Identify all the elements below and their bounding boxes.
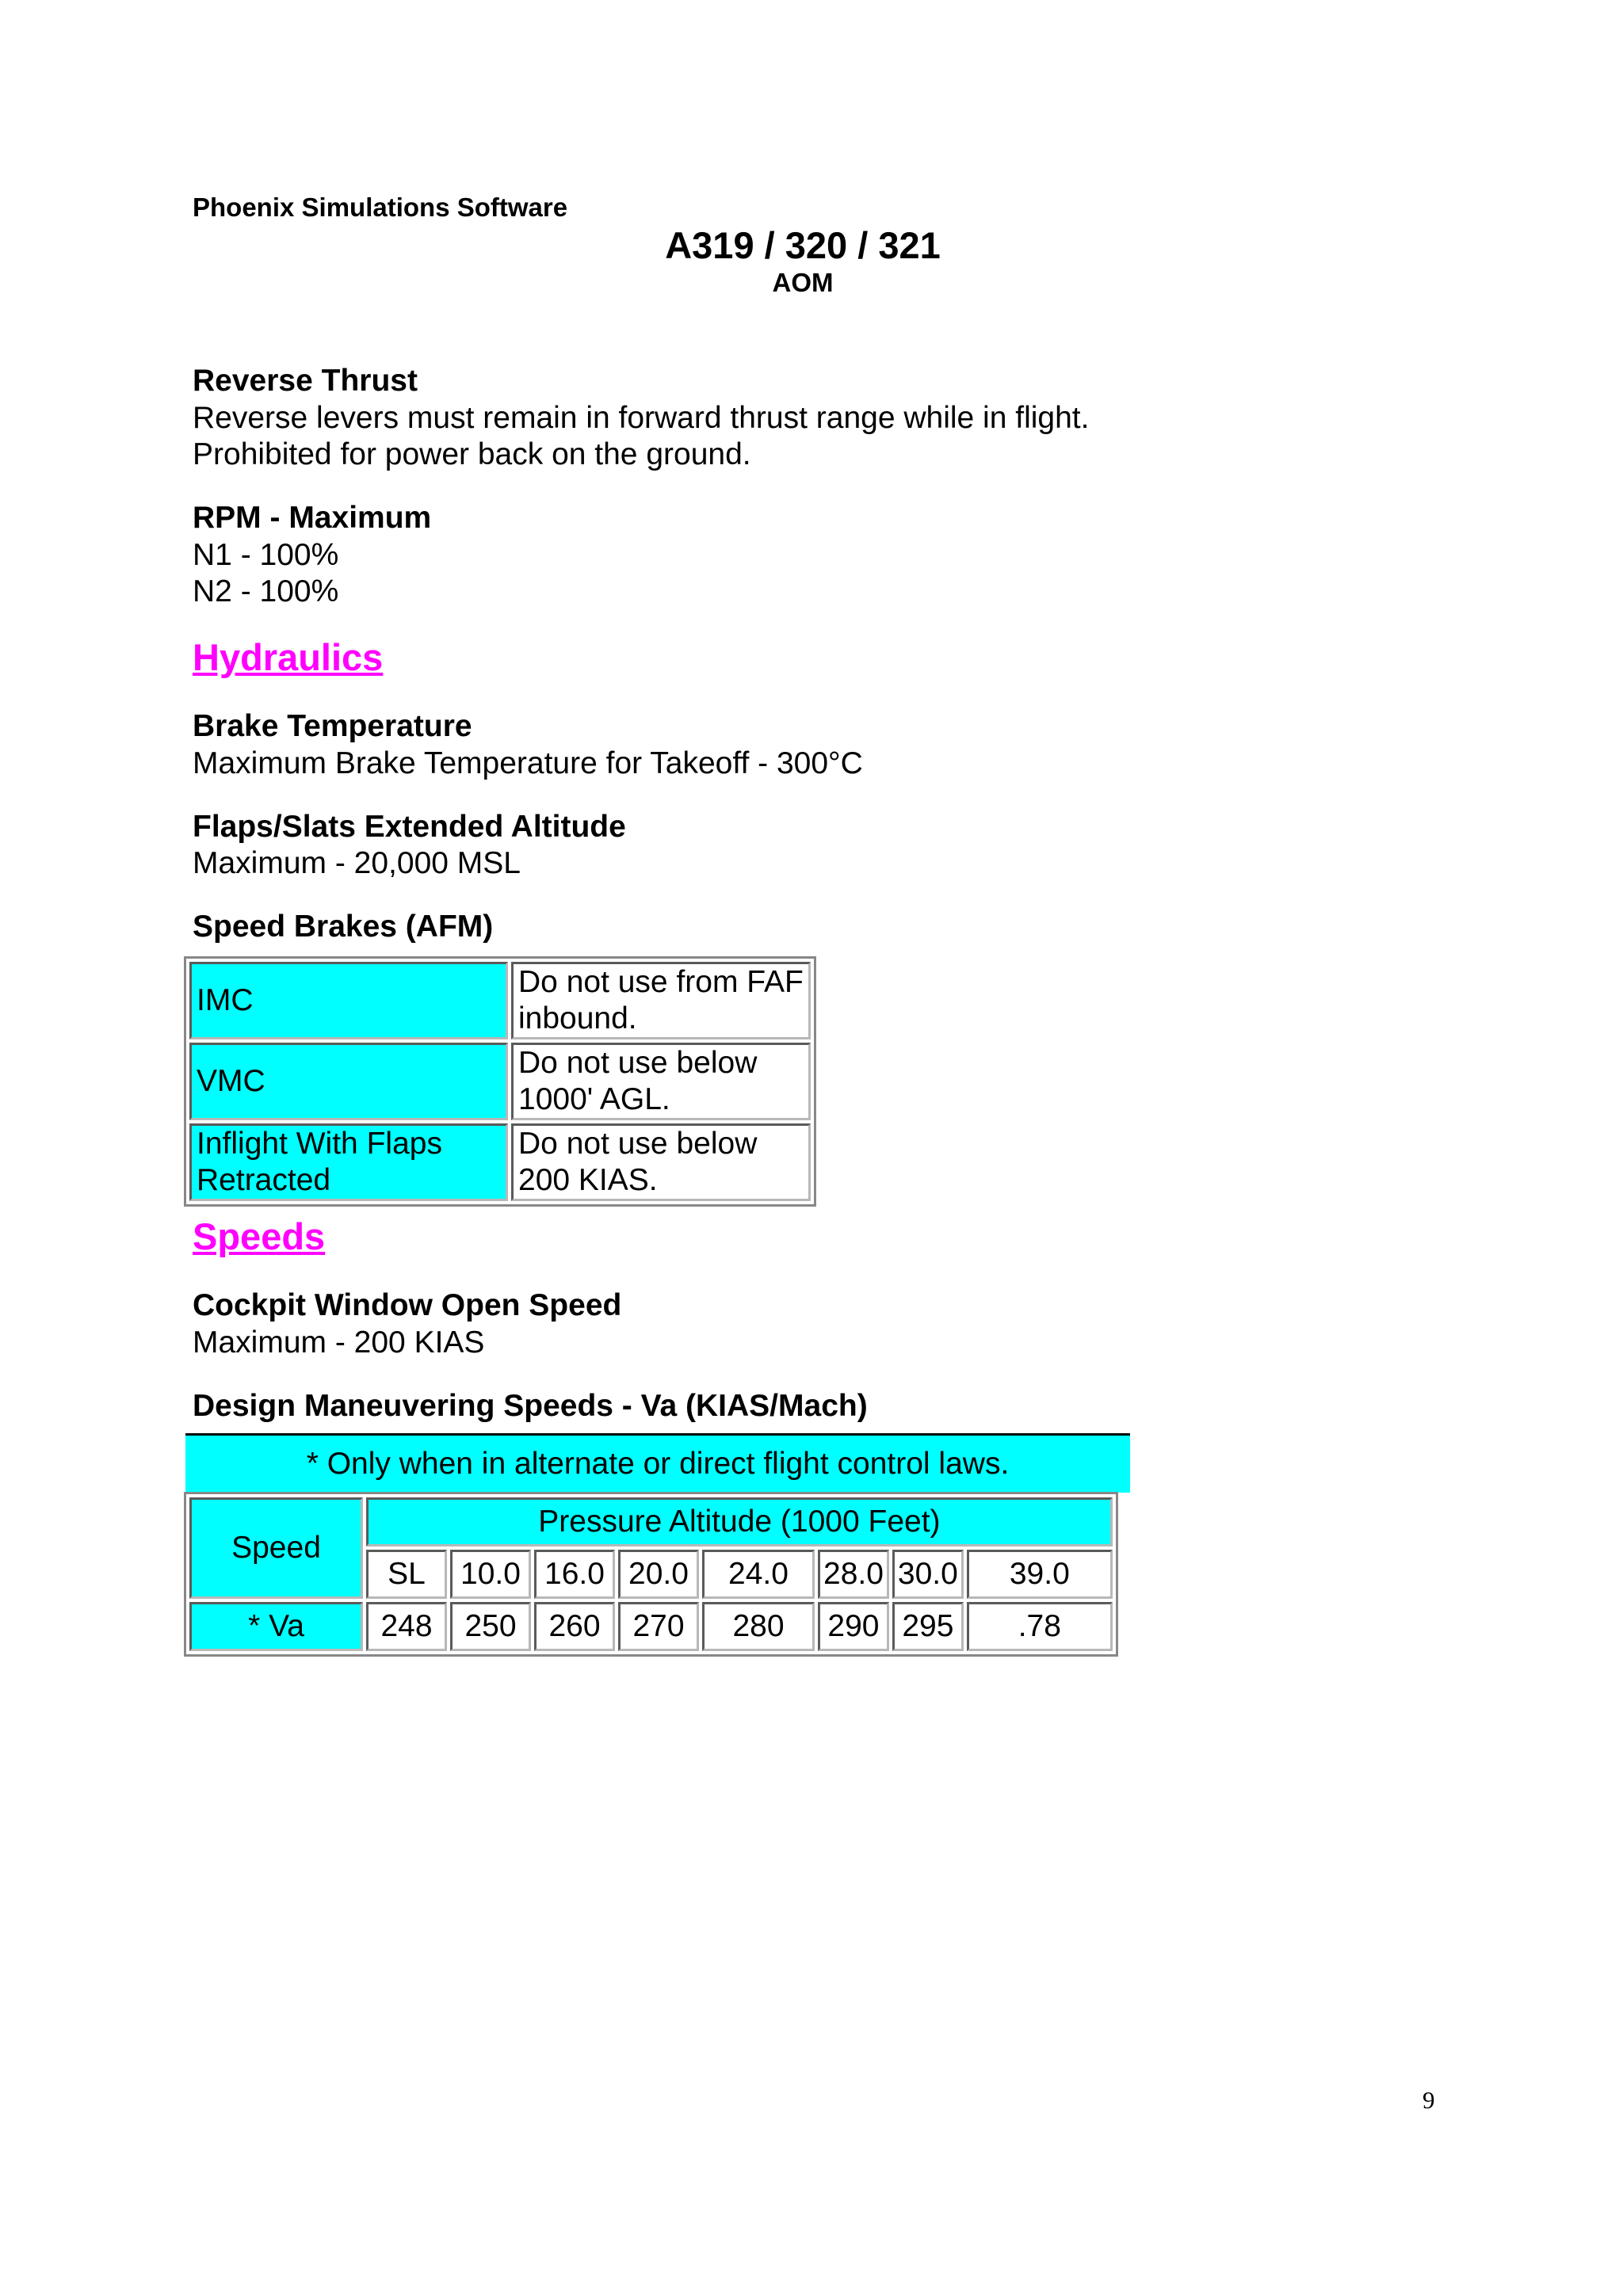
value-cell: 260 — [534, 1602, 615, 1651]
altitude-cell: 24.0 — [702, 1550, 815, 1599]
table-cell: Do not use below 1000' AGL. — [511, 1043, 811, 1120]
rpm-heading: RPM - Maximum — [193, 501, 432, 535]
table-row — [189, 1497, 1113, 1547]
page-number: 9 — [1423, 2086, 1435, 2114]
value-cell: .78 — [967, 1602, 1113, 1651]
value-cell: 280 — [702, 1602, 815, 1651]
cell-line: Retracted — [197, 1163, 331, 1197]
value-cell: 290 — [818, 1602, 889, 1651]
table-row — [189, 1123, 811, 1201]
table-cell — [189, 1123, 508, 1201]
table-row — [189, 1602, 1113, 1651]
altitude-header: Pressure Altitude (1000 Feet) — [366, 1497, 1113, 1547]
table-row — [189, 962, 811, 1039]
table-cell: Do not use below 200 KIAS. — [511, 1123, 811, 1201]
value-cell: 295 — [892, 1602, 964, 1651]
speed-header: Speed — [189, 1497, 363, 1599]
flaps-heading: Flaps/Slats Extended Altitude — [193, 810, 626, 844]
table-cell: VMC — [189, 1043, 508, 1120]
brake-temperature-text: Maximum Brake Temperature for Takeoff - 300°C — [193, 746, 863, 780]
cell-line: Inflight With Flaps — [197, 1127, 442, 1161]
speed-brakes-table — [184, 956, 816, 1207]
section-speeds[interactable]: Speeds — [193, 1215, 326, 1257]
altitude-cell: 39.0 — [967, 1550, 1113, 1599]
rpm-n1: N1 - 100% — [193, 538, 339, 572]
va-table — [184, 1492, 1118, 1657]
altitude-cell: SL — [366, 1550, 447, 1599]
altitude-cell: 10.0 — [450, 1550, 531, 1599]
company-name: Phoenix Simulations Software — [193, 193, 568, 222]
va-note: * Only when in alternate or direct flight control laws. — [185, 1433, 1130, 1493]
cockpit-window-heading: Cockpit Window Open Speed — [193, 1288, 622, 1322]
table-cell: IMC — [189, 962, 508, 1039]
value-cell: 248 — [366, 1602, 447, 1651]
table-row — [189, 1043, 811, 1120]
reverse-thrust-line1: Reverse levers must remain in forward thrust range while in flight. — [193, 401, 1090, 435]
value-cell: 250 — [450, 1602, 531, 1651]
flaps-text: Maximum - 20,000 MSL — [193, 846, 521, 880]
rpm-n2: N2 - 100% — [193, 574, 339, 608]
document-title: A319 / 320 / 321 — [665, 224, 941, 266]
altitude-cell: 20.0 — [618, 1550, 699, 1599]
altitude-cell: 28.0 — [818, 1550, 889, 1599]
reverse-thrust-heading: Reverse Thrust — [193, 364, 418, 398]
va-heading: Design Maneuvering Speeds - Va (KIAS/Mach) — [193, 1389, 868, 1423]
altitude-cell: 30.0 — [892, 1550, 964, 1599]
altitude-cell: 16.0 — [534, 1550, 615, 1599]
value-cell: 270 — [618, 1602, 699, 1651]
table-cell: Do not use from FAF inbound. — [511, 962, 811, 1039]
section-hydraulics[interactable]: Hydraulics — [193, 636, 384, 678]
reverse-thrust-line2: Prohibited for power back on the ground. — [193, 437, 751, 471]
document-subtitle: AOM — [772, 268, 834, 297]
brake-temperature-heading: Brake Temperature — [193, 709, 472, 743]
row-label: * Va — [189, 1602, 363, 1651]
cockpit-window-text: Maximum - 200 KIAS — [193, 1325, 485, 1360]
speed-brakes-heading: Speed Brakes (AFM) — [193, 910, 494, 944]
